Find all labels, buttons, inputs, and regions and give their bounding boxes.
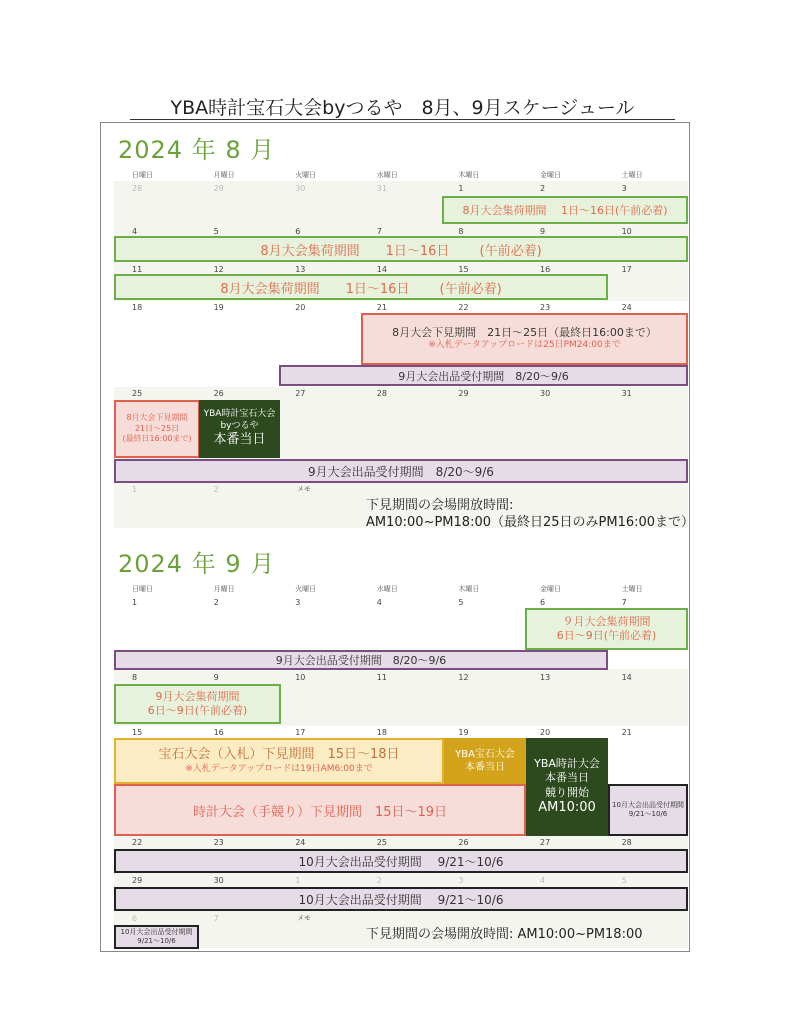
sep-day-cell: 22 [132,838,143,847]
september-heading: 2024 年 9 月 [118,550,276,578]
aug-day-cell: 14 [376,265,387,274]
aug-weekday-5: 金曜日 [540,171,561,179]
sep-shuka-bar-week1 [525,608,688,650]
sep-day-cell: 12 [458,673,469,682]
aug-shuka-bar-week3: 8月大会集荷期間 1日〜16日 (午前必着) [114,274,608,300]
sep-oct-shuppin-bar-week5: 10月大会出品受付期間 9/21〜10/6 [114,887,688,911]
sep-weekday-4: 木曜日 [458,585,480,593]
sep-day-cell: 7 [213,914,219,923]
sep-hoseki-shitami-bar [114,738,444,784]
sep-oct-shuppin-small [608,784,688,836]
aug-day-cell: 19 [213,303,224,312]
sep-hoseki-honban-2: 本番当日 [465,762,505,773]
aug-shitami-line2: ※入札データアップロードは25日PM24:00まで [428,340,621,351]
aug-memo-line1: 下見期間の会場開放時間: [366,498,514,513]
sep-day-cell: 15 [132,728,143,737]
aug-day-cell: 2 [213,485,219,494]
aug-shitami-line1: 8月大会下見期間 21日〜25日（最終日16:00まで） [392,326,657,339]
august-heading: 2024 年 8 月 [118,136,276,164]
sep-weekday-2: 火曜日 [295,585,317,593]
aug-weekday-3: 水曜日 [376,171,398,179]
aug-day-cell: 1 [458,184,464,193]
sep-tokei-honban-bar [526,738,608,836]
sep-tokei-honban-3: 競り開始 [545,785,589,799]
sep-shuppin-bar-week1: 9月大会出品受付期間 8/20〜9/6 [114,650,608,670]
aug-day-cell: 28 [376,389,387,398]
aug-weekday-2: 火曜日 [295,171,317,179]
aug-shuka-bar-week2: 8月大会集荷期間 1日〜16日 (午前必着) [114,236,688,262]
sep-hoseki-2: ※入札データアップロードは19日AM6:00まで [185,763,373,774]
sep-day-cell: 25 [376,838,387,847]
aug-memo-line2: AM10:00~PM18:00（最終日25日のみPM16:00まで） [366,515,695,530]
aug-day-cell: 21 [376,303,387,312]
sep-hoseki-1: 宝石大会（入札）下見期間 15日〜18日 [158,746,400,762]
aug-day-cell: 4 [132,227,138,236]
sep-memo: 下見期間の会場開放時間: AM10:00~PM18:00 [366,927,643,942]
sep-day-cell: 2 [376,876,382,885]
sep-oct-w6-2: 9/21〜10/6 [137,937,176,945]
sep-day-cell: 20 [540,728,551,737]
sep-tokei-honban-1: YBA時計大会 [534,757,600,771]
aug-day-cell: 11 [132,265,143,274]
sep-day-cell: 17 [295,728,306,737]
sep-day-cell: 4 [540,876,546,885]
sep-day-cell: 1 [295,876,301,885]
aug-day-cell: 6 [295,227,301,236]
aug-day-cell: 28 [132,184,143,193]
aug-weekday-1: 月曜日 [213,171,235,179]
sep-day-cell: 27 [540,838,551,847]
aug-day-cell: 10 [621,227,632,236]
sep-day-cell: 4 [376,598,382,607]
aug-day-cell: 7 [376,227,382,236]
sep-weekday-0: 日曜日 [132,585,153,593]
sep-day-cell: 10 [295,673,306,682]
sep-day-cell: 18 [376,728,387,737]
aug-honban-1: YBA時計宝石大会 [203,408,276,419]
sep-day-cell: 14 [621,673,632,682]
sep-day-cell: 21 [621,728,632,737]
sep-day-cell: 1 [132,598,138,607]
aug-day-cell: 18 [132,303,143,312]
aug-day-cell: 25 [132,389,143,398]
sep-day-cell: 2 [213,598,219,607]
aug-day-cell: 8 [458,227,464,236]
sep-day-cell: 3 [458,876,464,885]
aug-day-cell: 1 [132,485,138,494]
aug-day-cell: 30 [540,389,551,398]
sep-shuka-w2-2: 6日〜9日(午前必着) [147,704,248,717]
aug-day-cell: 3 [621,184,627,193]
aug-weekday-0: 日曜日 [132,171,153,179]
sep-weekday-5: 金曜日 [540,585,561,593]
sep-shuka-w2-1: 9月大会集荷期間 [155,689,240,703]
aug-honban-bar [199,400,280,458]
aug-day-cell: 22 [458,303,469,312]
sep-hoseki-honban-1: YBA宝石大会 [455,749,515,760]
aug-day-cell: 2 [540,184,546,193]
aug-shitami-small [114,400,200,458]
aug-day-cell: 17 [621,265,632,274]
sep-day-cell: 16 [213,728,224,737]
aug-day-cell: 5 [213,227,219,236]
sep-oct-shuppin-bar-week4: 10月大会出品受付期間 9/21〜10/6 [114,849,688,873]
sep-hoseki-honban-bar [444,738,526,784]
sep-day-cell: 30 [213,876,224,885]
aug-shitami-small-1: 8月大会下見期間 [126,413,188,423]
sep-day-cell: 24 [295,838,306,847]
sep-day-cell: 8 [132,673,138,682]
sep-weekday-1: 月曜日 [213,585,235,593]
aug-shuka-bar-week1: 8月大会集荷期間 1日〜16日(午前必着) [442,196,688,224]
sep-day-cell: 9 [213,673,219,682]
aug-day-cell: 12 [213,265,224,274]
sep-day-cell: 29 [132,876,143,885]
aug-weekday-4: 木曜日 [458,171,480,179]
aug-day-cell: 13 [295,265,306,274]
aug-day-cell: 16 [540,265,551,274]
sep-tokei-shitami-bar: 時計大会（手競り）下見期間 15日〜19日 [114,784,526,836]
aug-day-cell: 15 [458,265,469,274]
sep-day-cell: 13 [540,673,551,682]
aug-day-cell: 27 [295,389,306,398]
sep-day-cell: 7 [621,598,627,607]
sep-shuka-w1-1: ９月大会集荷期間 [562,614,651,628]
aug-honban-2: byつるや [220,420,259,431]
aug-honban-3: 本番当日 [213,432,266,448]
aug-day-cell: 29 [458,389,469,398]
page-title: YBA時計宝石大会byつるや 8月、9月スケージュール [130,96,675,120]
sep-tokei-honban-4: AM10:00 [538,800,596,815]
aug-weekday-6: 土曜日 [621,171,643,179]
sep-oct-small-1: 10月大会出品受付期間 [612,800,684,809]
aug-day-cell: 31 [376,184,387,193]
sep-day-cell: 6 [540,598,546,607]
aug-day-cell: 20 [295,303,306,312]
aug-shuppin-bar-week4: 9月大会出品受付期間 8/20〜9/6 [279,365,688,386]
aug-day-cell: 29 [213,184,224,193]
sep-day-cell: 5 [458,598,464,607]
sep-day-cell: 19 [458,728,469,737]
aug-day-cell: 9 [540,227,546,236]
sep-oct-small-2: 9/21〜10/6 [628,810,668,818]
sep-day-cell: 23 [213,838,224,847]
aug-day-cell: 23 [540,303,551,312]
sep-memo-label: メモ [297,914,311,922]
sep-shuka-w1-2: 6日〜9日(午前必着) [556,629,657,642]
sep-day-cell: 3 [295,598,301,607]
sep-day-cell: 6 [132,914,138,923]
aug-shuppin-bar-week5: 9月大会出品受付期間 8/20〜9/6 [114,459,688,483]
sep-day-cell: 28 [621,838,632,847]
sep-shuka-bar-week2 [114,684,281,724]
aug-day-cell: 30 [295,184,306,193]
sep-oct-w6-1: 10月大会出品受付期間 [120,927,193,936]
aug-day-cell: 31 [621,389,632,398]
aug-shitami-small-3: (最終日16:00まで) [122,434,192,444]
aug-shitami-bar [361,313,688,365]
aug-day-cell: 26 [213,389,224,398]
aug-day-cell: 24 [621,303,632,312]
sep-day-cell: 5 [621,876,627,885]
sep-day-cell: 11 [376,673,387,682]
sep-weekday-3: 水曜日 [376,585,398,593]
sep-weekday-6: 土曜日 [621,585,643,593]
aug-memo-label: メモ [297,485,311,493]
sep-tokei-honban-2: 本番当日 [545,771,589,785]
sep-day-cell: 26 [458,838,469,847]
aug-shitami-small-2: 21日〜25日 [134,423,180,433]
sep-oct-shuppin-bar-week6 [114,925,199,949]
